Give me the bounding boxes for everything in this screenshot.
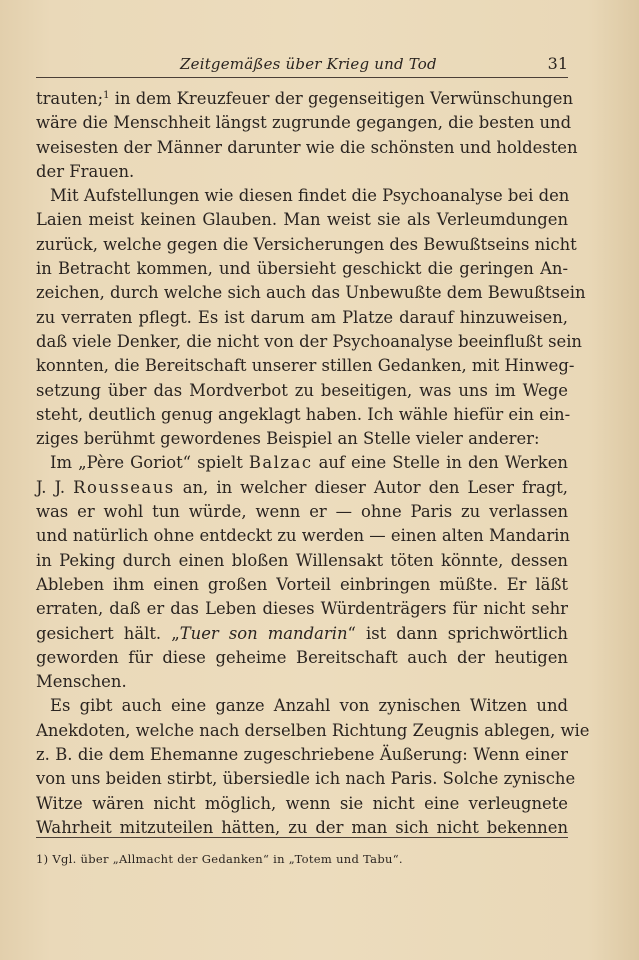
text-line: steht, deutlich genug angeklagt haben. Ich wähle hiefür ein ein- <box>36 404 571 424</box>
author-name: Balzac <box>248 453 313 473</box>
text-line: Es gibt auch eine ganze Anzahl von zynischen Witzen und <box>50 696 568 716</box>
text-line <box>36 451 568 475</box>
text-line: Witze wären nicht möglich, wenn sie nicht eine verleugnete <box>36 793 568 813</box>
footnote-reference: 1 <box>103 90 110 101</box>
text-line: in Betracht kommen, und übersieht geschickt die geringen An- <box>36 259 568 279</box>
text-line: ziges berühmt gewordenes Beispiel an Stelle vieler anderer: <box>36 429 540 449</box>
text-line: zurück, welche gegen die Versicherungen des Bewußtseins nicht <box>36 234 577 254</box>
text-line: was er wohl tun würde, wenn er — ohne Paris zu verlassen <box>36 502 568 522</box>
author-name: Rousseaus <box>73 477 175 497</box>
text-line: und natürlich ohne entdeckt zu werden — einen alten Mandarin <box>36 526 570 546</box>
text-line: Menschen. <box>36 672 127 692</box>
text-line: Laien meist keinen Glauben. Man weist sie als Verleumdungen <box>36 210 568 230</box>
text-line: konnten, die Bereitschaft unserer stillen Gedanken, mit Hinweg- <box>36 356 575 376</box>
text-line: geworden für diese geheime Bereitschaft auch der heutigen <box>36 647 568 667</box>
text-line: in Peking durch einen bloßen Willensakt töten könnte, dessen <box>36 550 568 570</box>
text-line: zu verraten pflegt. Es ist darum am Platze darauf hinzuweisen, <box>36 307 568 327</box>
text-line: von uns beiden stirbt, übersiedle ich nach Paris. Solche zynische <box>36 769 576 789</box>
text-line: zeichen, durch welche sich auch das Unbewußte dem Bewußtsein <box>36 283 586 303</box>
line-text: auf eine Stelle in den Werken <box>312 453 568 473</box>
line-text: J. J. <box>36 477 74 497</box>
text-line <box>36 622 568 646</box>
line-text: gesichert hält. „ <box>36 623 180 643</box>
text-line: z. B. die dem Ehemanne zugeschriebene Äußerung: Wenn einer <box>36 745 568 765</box>
text-line: Mit Aufstellungen wie diesen findet die Psychoanalyse bei den <box>50 186 570 206</box>
line-text: “ ist dann sprichwörtlich <box>347 623 568 643</box>
text-line: Anekdoten, welche nach derselben Richtung Zeugnis ablegen, wie <box>36 720 590 740</box>
text-line: weisesten der Männer darunter wie die schönsten und holdesten <box>36 137 578 157</box>
text-line <box>36 476 568 500</box>
text-line: wäre die Menschheit längst zugrunde gegangen, die besten und <box>36 113 572 133</box>
text-line: erraten, daß er das Leben dieses Würdenträgers für nicht sehr <box>36 599 568 619</box>
quoted-phrase: Tuer son mandarin <box>179 623 348 643</box>
line-text: trauten; <box>36 89 104 108</box>
body-text <box>36 87 590 840</box>
line-text: Im „Père Goriot“ spielt <box>50 453 249 473</box>
line-text: in dem Kreuzfeuer der gegenseitigen Verwünschungen <box>109 89 574 108</box>
footnote: 1) Vgl. über „Allmacht der Gedanken“ in „Totem und Tabu“. <box>36 852 403 866</box>
text-line <box>36 87 574 111</box>
footnote-divider <box>36 837 568 838</box>
text-line: der Frauen. <box>36 161 135 181</box>
running-header <box>36 53 568 78</box>
line-text: an, in welcher dieser Autor den Leser fragt, <box>174 477 569 497</box>
running-title: Zeitgemäßes über Krieg und Tod <box>180 55 437 73</box>
text-line: Wahrheit mitzuteilen hätten, zu der man sich nicht bekennen <box>36 817 568 837</box>
page-number: 31 <box>547 54 568 73</box>
text-line: daß viele Denker, die nicht von der Psychoanalyse beeinflußt sein <box>36 331 582 351</box>
text-line: setzung über das Mordverbot zu beseitigen, was uns im Wege <box>36 380 568 400</box>
text-line: Ableben ihm einen großen Vorteil einbringen müßte. Er läßt <box>36 574 568 594</box>
